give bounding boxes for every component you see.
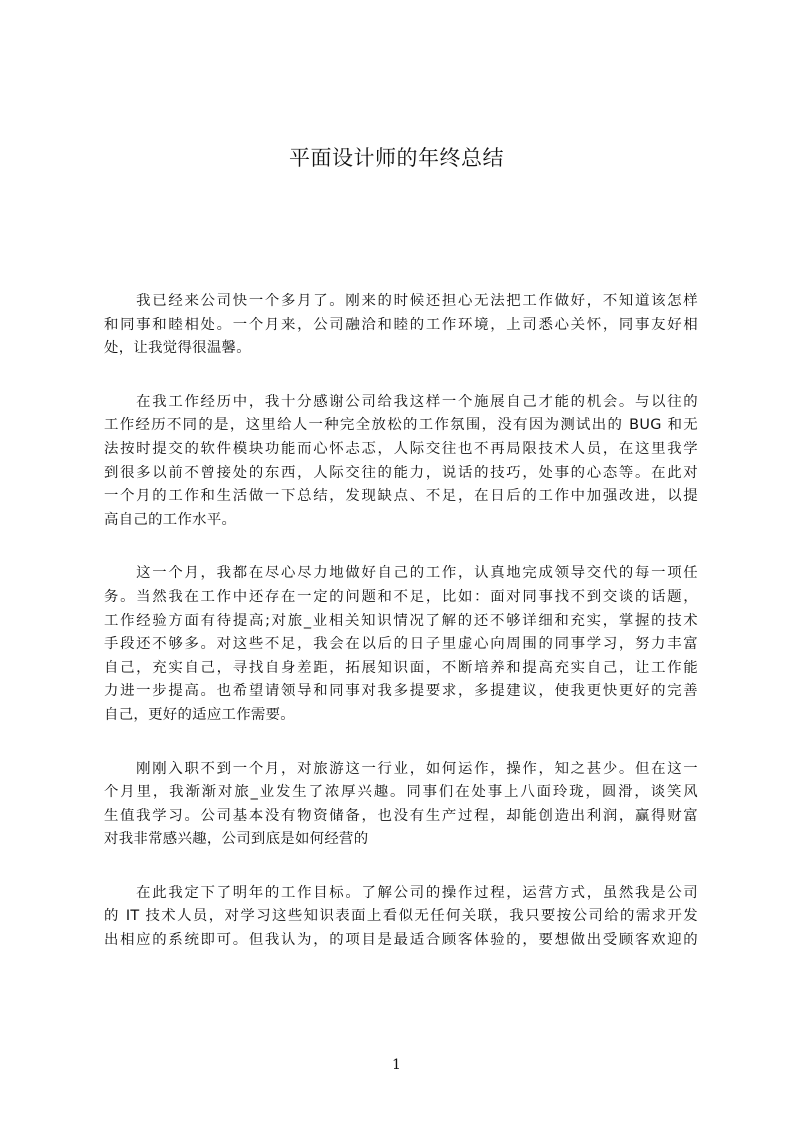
text-line: 和同事和睦相处。一个月来，公司融洽和睦的工作环境，上司悉心关怀，同事友好相 [104, 316, 698, 333]
document-body [104, 290, 698, 983]
text-line: 的 IT 技术人员，对学习这些知识表面上看似无任何关联，我只要按公司给的需求开发 [104, 908, 698, 925]
text-line: 自己，更好的适应工作需要。 [104, 706, 295, 723]
text-line: 在此我定下了明年的工作目标。了解公司的操作过程，运营方式，虽然我是公司 [104, 884, 698, 901]
text-line: 处，让我觉得很温馨。 [104, 340, 251, 357]
paragraph-3 [104, 562, 698, 727]
text-line: 刚刚入职不到一个月，对旅游这一行业，如何运作，操作，知之甚少。但在这一 [104, 760, 698, 777]
text-line: 在我工作经历中，我十分感谢公司给我这样一个施展自己才能的机会。与以往的 [104, 393, 698, 410]
text-line: 手段还不够多。对这些不足，我会在以后的日子里虚心向周围的同事学习，努力丰富 [104, 636, 698, 653]
page-title: 平面设计师的年终总结 [289, 146, 504, 170]
text-line: 对我非常感兴趣，公司到底是如何经营的 [104, 831, 369, 848]
text-line: 这一个月，我都在尽心尽力地做好自己的工作，认真地完成领导交代的每一项任 [104, 565, 698, 582]
paragraph-2 [104, 391, 698, 533]
text-line: 法按时提交的软件模块功能而心怀忐忑，人际交往也不再局限技术人员，在这里我学 [104, 440, 698, 457]
paragraph-1 [104, 290, 698, 361]
text-line: 力进一步提高。也希望请领导和同事对我多提要求，多提建议，使我更快更好的完善 [104, 683, 698, 700]
text-line: 务。当然我在工作中还存在一定的问题和不足，比如：面对同事找不到交谈的话题， [104, 588, 698, 605]
text-line: 到很多以前不曾接处的东西，人际交往的能力，说话的技巧，处事的心态等。在此对 [104, 464, 698, 481]
text-line: 高自己的工作水平。 [104, 511, 237, 528]
text-line: 我已经来公司快一个多月了。刚来的时候还担心无法把工作做好，不知道该怎样 [104, 293, 698, 309]
text-line: 出相应的系统即可。但我认为，的项目是最适合顾客体验的，要想做出受顾客欢迎的 [104, 932, 698, 949]
text-line: 工作经历不同的是，这里给人一种完全放松的工作氛围，没有因为测试出的 BUG 和无 [104, 417, 698, 434]
text-line: 工作经验方面有待提高;对旅_业相关知识情况了解的还不够详细和充实，掌握的技术 [104, 612, 698, 629]
paragraph-4 [104, 758, 698, 852]
text-line: 生值我学习。公司基本没有物资储备，也没有生产过程，却能创造出利润，赢得财富 [104, 807, 698, 824]
page-number: 1 [392, 1057, 401, 1073]
paragraph-5 [104, 882, 698, 953]
text-line: 自己，充实自己，寻找自身差距，拓展知识面，不断培养和提高充实自己，让工作能 [104, 659, 698, 676]
text-line: 个月里，我渐渐对旅_业发生了浓厚兴趣。同事们在处事上八面玲珑，圆滑，谈笑风 [104, 784, 698, 801]
text-line: 一个月的工作和生活做一下总结，发现缺点、不足，在日后的工作中加强改进，以提 [104, 488, 698, 505]
